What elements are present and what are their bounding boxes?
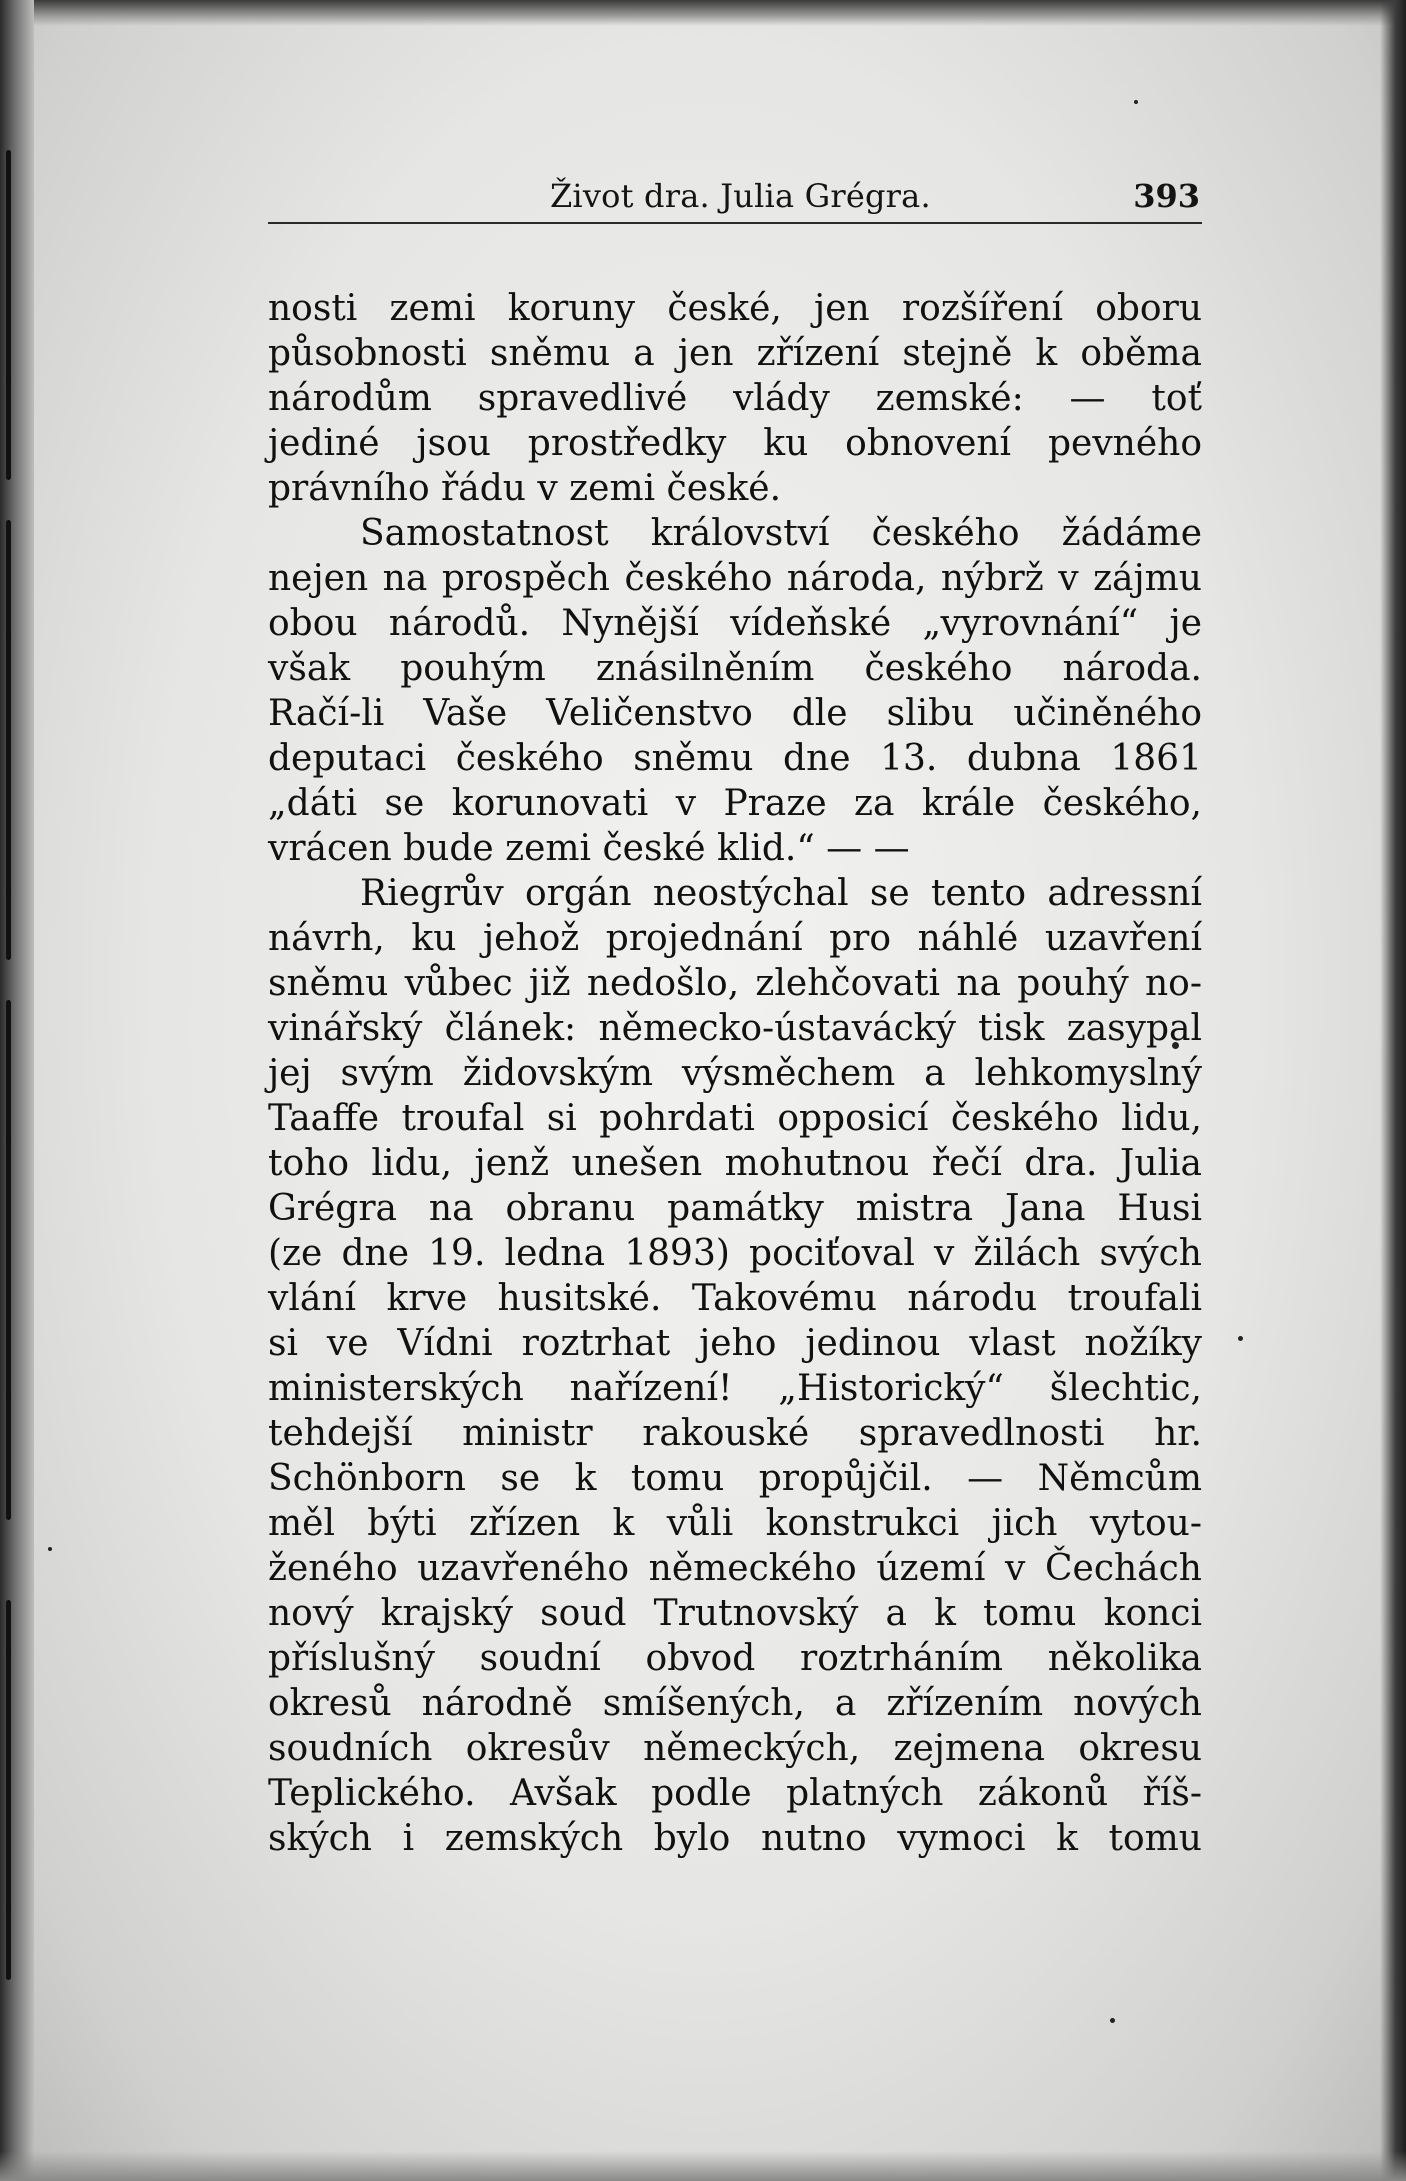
text-line: Samostatnost království českého žádáme (360, 513, 1202, 554)
text-line: Račí-li Vaše Veličenstvo dle slibu učiněného (268, 693, 1202, 734)
text-line: Schönborn se k tomu propůjčil. — Němcům (268, 1458, 1202, 1499)
text-line: Teplického. Avšak podle platných zákonů říš- (268, 1773, 1202, 1814)
text-line: jej svým židovským výsměchem a lehkomyslný (268, 1053, 1202, 1094)
text-line: ministerských nařízení! „Historický“ šlechtic, (268, 1368, 1202, 1409)
page-bottom-shadow (0, 2151, 1406, 2181)
text-line: „dáti se korunovati v Praze za krále českého, (268, 783, 1202, 824)
running-header (268, 176, 1202, 224)
text-line: působnosti sněmu a jen zřízení stejně k oběma (268, 333, 1202, 374)
text-line: národům spravedlivé vlády zemské: — toť (268, 378, 1202, 419)
text-line: však pouhým znásilněním českého národa. (268, 648, 1202, 689)
text-line: návrh, ku jehož projednání pro náhlé uzavření (268, 918, 1202, 959)
text-line: Riegrův orgán neostýchal se tento adressní (360, 873, 1202, 914)
binding-stitch (6, 150, 11, 480)
text-line: (ze dne 19. ledna 1893) pociťoval v žilách svých (268, 1233, 1202, 1274)
page-number: 393 (1133, 177, 1200, 215)
text-line: nový krajský soud Trutnovský a k tomu konci (268, 1593, 1202, 1634)
text-line: deputaci českého sněmu dne 13. dubna 1861 (268, 738, 1202, 779)
page-top-shadow (0, 0, 1406, 26)
text-line: nosti zemi koruny české, jen rozšíření oboru (268, 288, 1202, 329)
text-line: ženého uzavřeného německého území v Čechách (268, 1548, 1202, 1589)
text-line: vinářský článek: německo-ústavácký tisk zasypal (268, 1008, 1202, 1049)
text-line: vrácen bude zemi české klid.“ — — (268, 828, 910, 869)
text-line: jediné jsou prostředky ku obnovení pevného (268, 423, 1202, 464)
text-line: nejen na prospěch českého národa, nýbrž v zájmu (268, 558, 1202, 599)
binding-stitch (6, 520, 11, 960)
text-line: toho lidu, jenž unešen mohutnou řečí dra. Julia (268, 1143, 1202, 1184)
binding-stitch (6, 1000, 11, 1520)
page-right-shadow (1380, 0, 1406, 2181)
text-line: soudních okresův německých, zejmena okresu (268, 1728, 1202, 1769)
text-line: sněmu vůbec již nedošlo, zlehčovati na pouhý no- (268, 963, 1202, 1004)
text-line: Grégra na obranu památky mistra Jana Husi (268, 1188, 1202, 1229)
text-line: obou národů. Nynější vídeňské „vyrovnání“ je (268, 603, 1202, 644)
ink-speck (1110, 2018, 1115, 2023)
text-line: Taaffe troufal si pohrdati opposicí českého lidu, (268, 1098, 1202, 1139)
binding-stitch (6, 1600, 11, 1980)
text-line: právního řádu v zemi české. (268, 468, 782, 509)
text-line: si ve Vídni roztrhat jeho jedinou vlast nožíky (268, 1323, 1202, 1364)
running-title: Život dra. Julia Grégra. (550, 177, 931, 215)
text-line: okresů národně smíšených, a zřízením nových (268, 1683, 1202, 1724)
text-line: měl býti zřízen k vůli konstrukci jich vytou- (268, 1503, 1202, 1544)
body-text (268, 286, 1202, 1861)
ink-speck (48, 1547, 52, 1551)
text-line: tehdejší ministr rakouské spravedlnosti hr. (268, 1413, 1202, 1454)
text-line: ských i zemských bylo nutno vymoci k tomu (268, 1818, 1202, 1859)
text-line: příslušný soudní obvod roztrháním několika (268, 1638, 1202, 1679)
ink-speck (1238, 1336, 1243, 1341)
ink-speck (1134, 100, 1138, 104)
text-line: vlání krve husitské. Takovému národu troufali (268, 1278, 1202, 1319)
